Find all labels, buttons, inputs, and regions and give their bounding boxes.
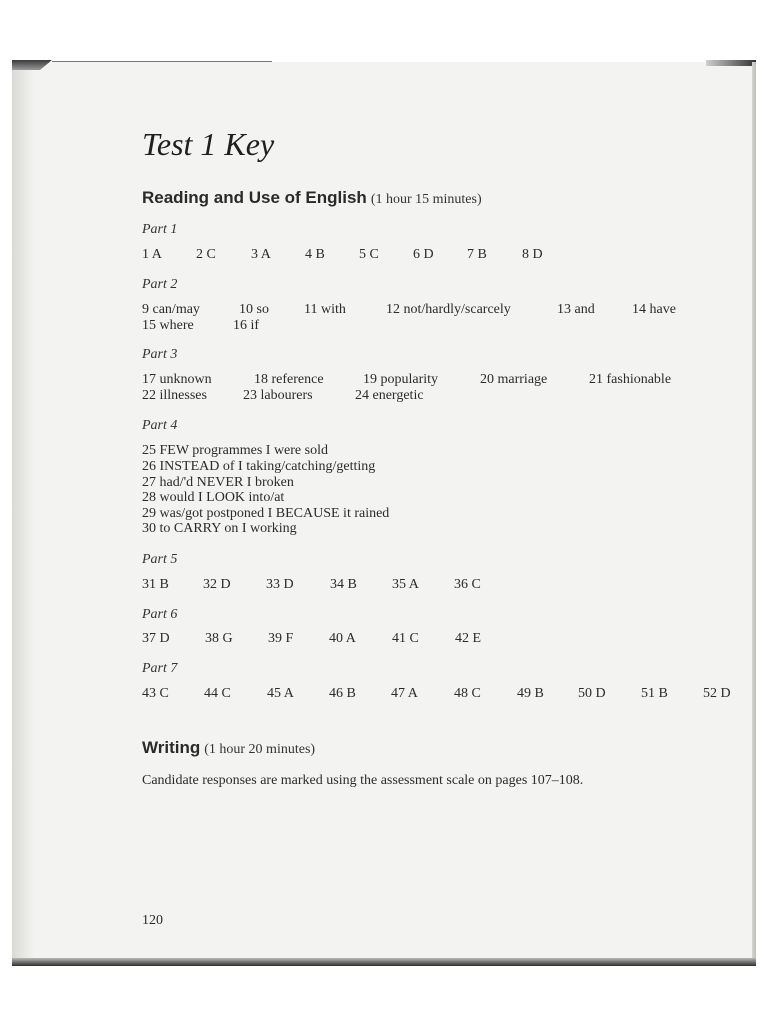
reading-section-heading (142, 188, 482, 208)
transformation-line: 26 INSTEAD of I taking/catching/getting (142, 459, 376, 474)
transformation-line: 27 had/'d NEVER I broken (142, 475, 294, 490)
answer-item: 46 B (329, 686, 356, 701)
answer-item: 51 B (641, 686, 668, 701)
writing-section-heading (142, 738, 315, 758)
answer-item: 19 popularity (363, 372, 439, 387)
answer-item: 34 B (330, 577, 357, 592)
answer-item: 1 A (142, 247, 162, 262)
answer-item: 37 D (142, 631, 170, 646)
answer-item: 13 and (557, 302, 595, 317)
answer-item: 40 A (329, 631, 356, 646)
answer-item: 21 fashionable (589, 372, 672, 387)
answer-item: 44 C (204, 686, 231, 701)
answer-item: 38 G (205, 631, 233, 646)
part-2-label: Part 2 (142, 277, 178, 292)
part-3-label: Part 3 (142, 347, 178, 362)
transformation-line: 25 FEW programmes I were sold (142, 443, 328, 458)
writing-heading-text: Writing (142, 738, 201, 757)
page-number: 120 (142, 913, 163, 928)
answer-item: 33 D (266, 577, 294, 592)
answer-item: 42 E (455, 631, 482, 646)
answer-item: 6 D (413, 247, 434, 262)
answer-item: 16 if (233, 318, 260, 333)
answer-item: 2 C (196, 247, 216, 262)
scan-edge-bottom (12, 958, 756, 966)
answer-item: 48 C (454, 686, 481, 701)
answer-item: 5 C (359, 247, 379, 262)
answer-item: 39 F (268, 631, 294, 646)
answer-item: 14 have (632, 302, 676, 317)
answer-item: 41 C (392, 631, 419, 646)
reading-duration: (1 hour 15 minutes) (370, 192, 482, 207)
part-6-label: Part 6 (142, 607, 178, 622)
answer-item: 31 B (142, 577, 169, 592)
answer-item: 23 labourers (243, 388, 313, 403)
part-7-label: Part 7 (142, 661, 178, 676)
answer-item: 49 B (517, 686, 544, 701)
part-5-label: Part 5 (142, 552, 178, 567)
answer-item: 43 C (142, 686, 169, 701)
part-1-label: Part 1 (142, 222, 178, 237)
answer-item: 11 with (304, 302, 346, 317)
answer-item: 45 A (267, 686, 294, 701)
transformation-line: 30 to CARRY on I working (142, 521, 297, 536)
answer-item: 20 marriage (480, 372, 548, 387)
writing-note: Candidate responses are marked using the assessment scale on pages 107–108. (142, 773, 584, 788)
writing-duration: (1 hour 20 minutes) (204, 742, 316, 757)
answer-item: 7 B (467, 247, 487, 262)
answer-item: 35 A (392, 577, 419, 592)
scan-edge-right (752, 62, 756, 966)
answer-item: 3 A (251, 247, 271, 262)
transformation-line: 29 was/got postponed I BECAUSE it rained (142, 506, 390, 521)
answer-item: 18 reference (254, 372, 324, 387)
answer-item: 47 A (391, 686, 418, 701)
scan-edge-mark-top-right (706, 60, 756, 66)
transformation-line: 28 would I LOOK into/at (142, 490, 285, 505)
answer-item: 9 can/may (142, 302, 200, 317)
answer-item: 15 where (142, 318, 194, 333)
answer-item: 24 energetic (355, 388, 424, 403)
answer-item: 32 D (203, 577, 231, 592)
answer-item: 12 not/hardly/scarcely (386, 302, 511, 317)
answer-item: 22 illnesses (142, 388, 207, 403)
answer-item: 8 D (522, 247, 543, 262)
answer-item: 52 D (703, 686, 731, 701)
answer-item: 17 unknown (142, 372, 212, 387)
answer-item: 4 B (305, 247, 325, 262)
answer-item: 10 so (239, 302, 269, 317)
page-title: Test 1 Key (142, 126, 275, 162)
answer-item: 50 D (578, 686, 606, 701)
scan-left-shadow (12, 62, 34, 958)
part-4-label: Part 4 (142, 418, 178, 433)
answer-item: 36 C (454, 577, 481, 592)
scan-edge-line-top (52, 61, 272, 62)
reading-heading-text: Reading and Use of English (142, 188, 367, 207)
